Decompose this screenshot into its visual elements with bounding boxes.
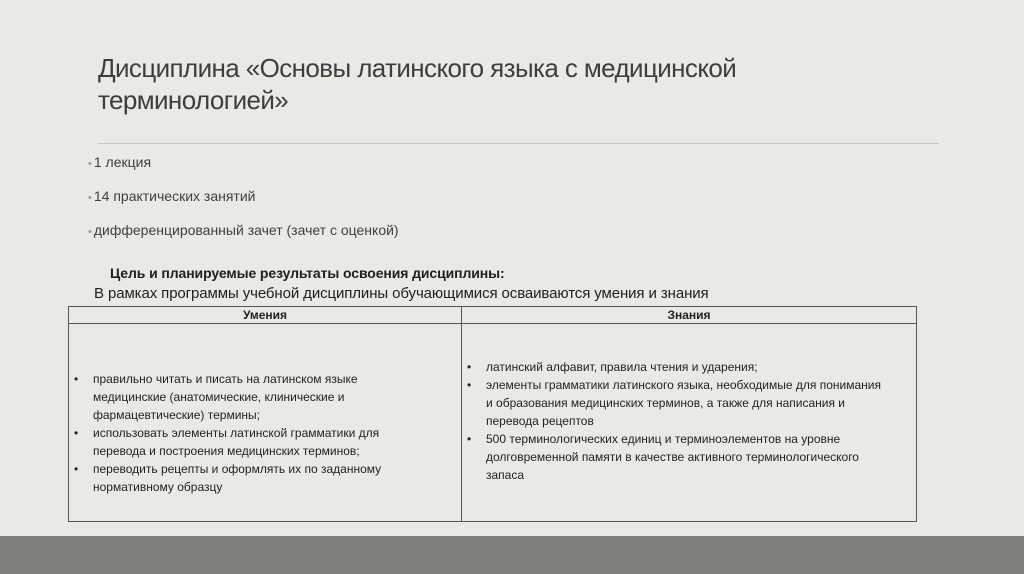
column-header-skills: Умения [69, 307, 462, 324]
bullet-icon: • [88, 226, 92, 238]
list-item: • правильно читать и писать на латинском языке медицинские (анатомические, клинические и фармацевтические) термины; [69, 370, 433, 424]
bullet-icon: • [88, 192, 92, 204]
knowledge-list [462, 324, 916, 484]
list-item [88, 221, 399, 255]
bullet-icon: • [88, 158, 92, 170]
list-item-text: 14 практических занятий [93, 188, 256, 204]
list-item [88, 153, 399, 187]
competence-table [68, 306, 917, 522]
knowledge-cell [462, 324, 917, 522]
list-item [88, 187, 399, 221]
skills-list [69, 324, 461, 496]
list-item: • использовать элементы латинской грамматики для перевода и построения медицинских терминов; [69, 424, 433, 460]
list-item: • элементы грамматики латинского языка, необходимые для понимания и образования медицинских терминов, а также для написания и перевода рецептов [462, 376, 886, 430]
column-header-knowledge: Знания [462, 307, 917, 324]
list-item-text: 1 лекция [93, 154, 152, 170]
table-row [69, 324, 917, 522]
goal-heading: Цель и планируемые результаты освоения дисциплины: [110, 265, 505, 281]
title-divider [98, 143, 939, 144]
goal-description: В рамках программы учебной дисциплины обучающимися осваиваются умения и знания [94, 285, 709, 302]
list-item: • 500 терминологических единиц и терминоэлементов на уровне долговременной памяти в качестве активного терминологического запаса [462, 430, 886, 484]
skills-cell [69, 324, 462, 522]
list-item: • переводить рецепты и оформлять их по заданному нормативному образцу [69, 460, 433, 496]
footer-band [0, 536, 1024, 574]
table-header-row [69, 307, 917, 324]
list-item: • латинский алфавит, правила чтения и ударения; [462, 358, 886, 376]
course-format-list [88, 153, 399, 255]
slide-title: Дисциплина «Основы латинского языка с медицинской терминологией» [98, 53, 737, 115]
list-item-text: дифференцированный зачет (зачет с оценкой) [93, 222, 399, 238]
